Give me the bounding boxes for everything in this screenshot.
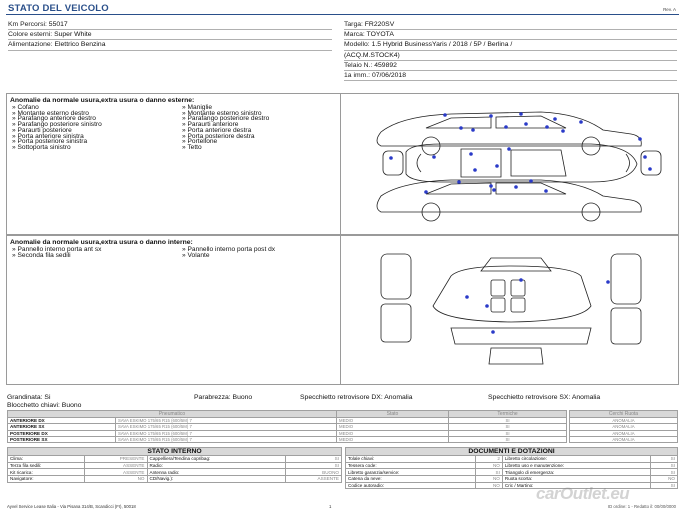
table-row: ANTERIORE SX SAVA ESKIMO 175/65 R15 (600/5M) 7 MEDIO SI bbox=[8, 424, 567, 430]
page-number: 1 bbox=[329, 504, 332, 509]
damage-item: » Maniglie bbox=[182, 104, 213, 111]
table-row: POSTERIORE SX SAVA ESKIMO 175/65 R15 (600/5M) 7 MEDIO SI bbox=[8, 436, 567, 442]
info-row: Colore esterni: Super White bbox=[8, 30, 332, 40]
watermark-logo: carOutlet.eu bbox=[536, 484, 630, 503]
exterior-col-2 bbox=[182, 105, 332, 151]
damage-item: » Parafango posteriore sinistro bbox=[12, 121, 102, 129]
table-row: Codice autoradio: NO Cric / Martino: SI bbox=[346, 482, 678, 489]
wheel-rims-header: Cerchi Ruota bbox=[570, 411, 678, 418]
info-row: Marca: TOYOTA bbox=[344, 30, 677, 40]
windshield-status: Parabrezza: Buono bbox=[194, 394, 253, 401]
damage-item: » Cofano bbox=[12, 104, 39, 111]
documents-title: DOCUMENTI E DOTAZIONI bbox=[346, 448, 678, 456]
info-row: Alimentazione: Elettrico Benzina bbox=[8, 40, 332, 50]
table-row: Tessera code: NO Libretto uso e manutenzione: SI bbox=[346, 462, 678, 469]
mirror-sx-status: Specchietto retrovisore SX: Anomalia bbox=[488, 394, 601, 401]
car-interior-diagram bbox=[341, 236, 679, 384]
interior-damage-panel bbox=[6, 235, 679, 385]
interior-damage-list bbox=[7, 236, 341, 384]
damage-item: » Portellone bbox=[182, 138, 218, 146]
table-row: Navigatore: NO CD/Navig.): ASSENTE bbox=[8, 476, 342, 483]
interior-col-1 bbox=[12, 247, 182, 258]
table-row: ANOMALIA bbox=[570, 424, 678, 430]
damage-item: » Seconda fila sedili bbox=[12, 251, 71, 259]
table-row: Clima: PRESENTE Cappelliera/Tendina copribag: SI bbox=[8, 456, 342, 463]
exterior-damage-panel bbox=[6, 93, 679, 235]
damage-item: » Pannello interno porta post dx bbox=[182, 246, 276, 253]
condition-summary bbox=[7, 394, 679, 409]
damage-item: » Sottoporta sinistro bbox=[12, 143, 71, 151]
interior-col-2 bbox=[182, 247, 332, 258]
tyres-header-stato: Stato bbox=[337, 411, 449, 418]
page-title: STATO DEL VEICOLO bbox=[8, 3, 109, 14]
interior-damage-title: Anomalie da normale usura,extra usura o danno interne: bbox=[10, 239, 193, 246]
damage-item: » Montante esterno destro bbox=[12, 109, 89, 117]
damage-item: » Porta posteriore sinistra bbox=[12, 138, 88, 146]
table-row: ANOMALIA bbox=[570, 418, 678, 424]
tyres-table bbox=[7, 410, 567, 443]
damage-item: » Pannello interno porta ant sx bbox=[12, 246, 102, 253]
damage-item: » Paraurti posteriore bbox=[12, 126, 72, 134]
hail-status: Grandinata: Si bbox=[7, 394, 51, 401]
revision-label: Rev. A bbox=[663, 7, 676, 12]
damage-item: » Tetto bbox=[182, 143, 202, 151]
damage-item: » Porta posteriore destra bbox=[182, 132, 255, 140]
wheel-rims-table bbox=[569, 410, 678, 443]
info-row: Telaio N.: 459892 bbox=[344, 61, 677, 71]
internal-state-table bbox=[7, 447, 342, 483]
damage-item: » Montante esterno sinistro bbox=[182, 109, 262, 117]
page-footer bbox=[7, 504, 679, 509]
exterior-damage-title: Anomalie da normale usura,extra usura o danno esterne: bbox=[10, 97, 195, 104]
exterior-col-1 bbox=[12, 105, 182, 151]
key-block-status: Blocchetto chiavi: Buono bbox=[7, 401, 82, 409]
table-row: Libretto garanzia/service: SI Triangolo di emergenza: SI bbox=[346, 469, 678, 476]
table-row: Terza fila sedili: ASSENTE Radio: SI bbox=[8, 462, 342, 469]
footer-right: ID ordine: 1 - Redatto il: 00/00/0000 bbox=[607, 504, 676, 509]
damage-item: » Porta anteriore destra bbox=[182, 126, 252, 134]
info-row: Km Percorsi: 55017 bbox=[8, 20, 332, 30]
vehicle-info-left bbox=[8, 20, 332, 51]
damage-item: » Parafango anteriore destro bbox=[12, 115, 96, 123]
info-row: 1a imm.: 07/06/2018 bbox=[344, 71, 677, 81]
table-row: Kit ricarica: ASSENTE Antenna radio: BUONO bbox=[8, 469, 342, 476]
internal-state-title: STATO INTERNO bbox=[8, 448, 342, 456]
vehicle-info-right bbox=[344, 20, 677, 81]
interior-car-diagram bbox=[341, 236, 678, 384]
table-row: Catena da neve: NO Ruota scorta: NO bbox=[346, 476, 678, 483]
damage-item: » Parafango posteriore destro bbox=[182, 115, 270, 123]
info-row: Modello: 1.5 Hybrid BusinessYaris / 2018 / 5P / Berlina / bbox=[344, 40, 677, 50]
damage-item: » Porta anteriore sinistra bbox=[12, 132, 84, 140]
info-row: Targa: FR220SV bbox=[344, 20, 677, 30]
page-header bbox=[6, 2, 679, 15]
table-row: ANOMALIA bbox=[570, 430, 678, 436]
tyres-header-pneumatico: Pneumatico bbox=[8, 411, 337, 418]
mirror-dx-status: Specchietto retrovisore DX: Anomalia bbox=[300, 394, 413, 401]
table-row: ANOMALIA bbox=[570, 436, 678, 442]
table-row: POSTERIORE DX SAVA ESKIMO 175/65 R15 (600/5M) 7 MEDIO SI bbox=[8, 430, 567, 436]
car-exterior-diagram bbox=[341, 94, 679, 234]
table-row: Tolale chiavi: 2 Libretto circolazione: SI bbox=[346, 456, 678, 463]
footer-address: Ayvel Service Lease Italia - Via Pisana 314/B, Scandicci (FI), 50018 bbox=[7, 504, 136, 509]
exterior-car-diagram bbox=[341, 94, 678, 234]
tyres-header-termiche: Termiche bbox=[449, 411, 567, 418]
exterior-damage-list bbox=[7, 94, 341, 234]
table-row: ANTERIORE DX SAVA ESKIMO 175/65 R15 (600/5M) 7 MEDIO SI bbox=[8, 418, 567, 424]
info-row: (ACQ.M.STOCK4) bbox=[344, 51, 677, 61]
damage-item: » Volante bbox=[182, 251, 210, 259]
damage-item: » Paraurti anteriore bbox=[182, 121, 239, 129]
